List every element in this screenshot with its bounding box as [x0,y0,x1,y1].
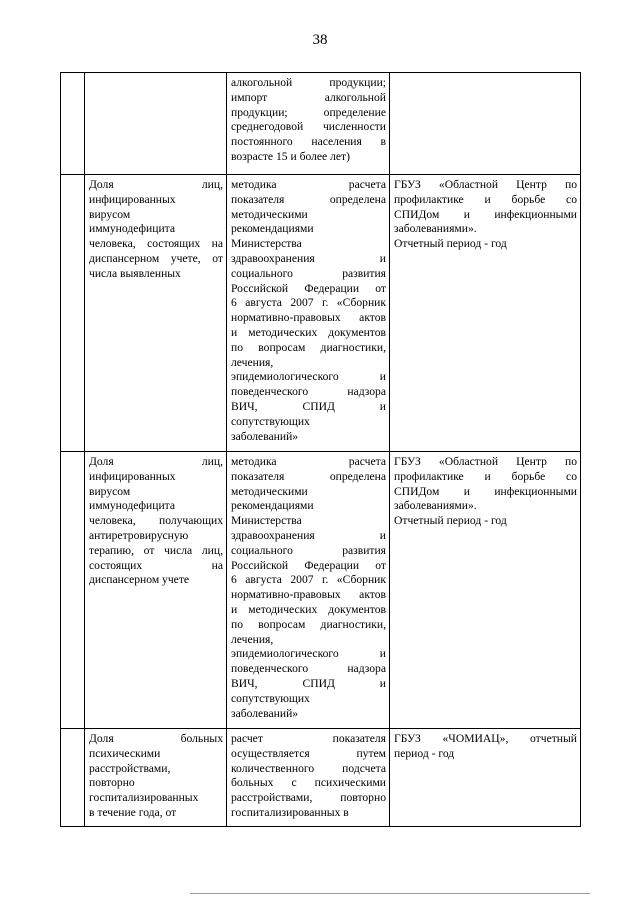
cell-text-line: расстройствами, повторно [231,791,386,805]
cell-text-line: ВИЧ, СПИД и [231,676,386,690]
cell-text-line: и методических документов [231,602,386,616]
data-source-cell [390,729,581,827]
cell-text-line: показателя определена [231,192,386,206]
indicator-name-cell [85,175,227,452]
cell-text-line: ГБУЗ «ЧОМИАЦ», отчетный [394,732,577,745]
cell-text-line: терапию, от числа лиц, [89,543,223,557]
data-source-cell [390,452,581,729]
table-row [61,452,581,729]
cell-text-line: Отчетный период - год [394,514,507,528]
cell-text-line: сопутствующих [231,414,310,428]
cell-text-line: Отчетный период - год [394,237,507,251]
cell-text-line: вирусом [89,207,131,221]
calculation-method-cell [227,73,390,175]
cell-text-line: количественного подсчета [231,761,386,775]
cell-text-line: по вопросам диагностики, [231,617,386,631]
cell-text-line: эпидемиологического и [231,370,386,384]
cell-text-line: СПИДом и инфекционными [394,207,577,221]
cell-text-line: нормативно-правовых актов [231,311,386,325]
indicator-name-cell [85,73,227,175]
table-row [61,73,581,175]
cell-text-line: методика расчета [231,178,386,191]
cell-text-line: продукции; определение [231,105,386,119]
cell-text-line: методическими [231,207,308,221]
cell-text-line: рекомендациями [231,222,314,236]
row-number-cell [61,175,85,452]
cell-text-line: здравоохранения и [231,251,386,265]
cell-text-line: человека, получающих [89,514,223,528]
cell-text-line: методика расчета [231,455,386,468]
cell-text-line: вирусом [89,484,131,498]
cell-text-line: Министерства [231,514,302,528]
cell-text-line: диспансерном учете [89,573,190,587]
cell-text-line: Доля лиц, [89,455,223,468]
row-number-cell [61,729,85,827]
cell-text-line: по вопросам диагностики, [231,340,386,354]
cell-text-line: Доля больных [89,732,223,745]
cell-text-line: антиретровирусную [89,528,189,542]
cell-text-line: расстройствами, [89,761,171,775]
cell-text-line: иммунодефицита [89,222,176,236]
cell-text-line: сопутствующих [231,691,310,705]
cell-text-line: лечения, [231,632,274,646]
indicator-name-cell [85,452,227,729]
cell-text-line: СПИДом и инфекционными [394,484,577,498]
cell-text-line: в течение года, от [89,805,177,819]
cell-text-line: эпидемиологического и [231,647,386,661]
cell-text-line: человека, состоящих на [89,237,223,251]
cell-text-line: 6 августа 2007 г. «Сборник [231,573,386,587]
cell-text-line: здравоохранения и [231,528,386,542]
cell-text-line: поведенческого надзора [231,662,386,676]
cell-text-line: и методических документов [231,325,386,339]
cell-text-line: инфицированных [89,469,176,483]
indicators-table [60,72,581,827]
cell-text-line: социального развития [231,266,386,280]
cell-text-line: диспансерном учете, от [89,251,223,265]
cell-text-line: показателя определена [231,469,386,483]
calculation-method-cell [227,175,390,452]
cell-text-line: рекомендациями [231,499,314,513]
row-number-cell [61,452,85,729]
cell-text-line: возрасте 15 и более лет) [231,149,350,163]
cell-text-line: заболеваний» [231,706,299,720]
cell-text-line: психическими [89,746,161,760]
cell-text-line: госпитализированных [89,791,199,805]
cell-text-line: профилактике и борьбе со [394,469,577,483]
cell-text-line: лечения, [231,355,274,369]
cell-text-line: заболеваний» [231,429,299,443]
table-row [61,729,581,827]
cell-text-line: Доля лиц, [89,178,223,191]
cell-text-line: постоянного населения в [231,135,386,149]
cell-text-line: социального развития [231,543,386,557]
data-source-cell [390,175,581,452]
cell-text-line: Российской Федерации от [231,558,386,572]
cell-text-line: иммунодефицита [89,499,176,513]
cell-text-line: профилактике и борьбе со [394,192,577,206]
cell-text-line: инфицированных [89,192,176,206]
cell-text-line: Российской Федерации от [231,281,386,295]
cell-text-line: заболеваниями». [394,222,477,236]
cell-text-line: 6 августа 2007 г. «Сборник [231,296,386,310]
indicator-name-cell [85,729,227,827]
cell-text-line: повторно [89,776,135,790]
cell-text-line: расчет показателя [231,732,386,745]
cell-text-line: Министерства [231,237,302,251]
cell-text-line: состоящих на [89,558,223,572]
cell-text-line: импорт алкогольной [231,90,386,104]
cell-text-line: методическими [231,484,308,498]
calculation-method-cell [227,452,390,729]
cell-text-line: ГБУЗ «Областной Центр по [394,455,577,468]
table-row [61,175,581,452]
cell-text-line: осуществляется путем [231,746,386,760]
cell-text-line: алкогольной продукции; [231,76,386,89]
page-number: 38 [312,32,328,48]
footer-divider [190,893,590,894]
row-number-cell [61,73,85,175]
cell-text-line: среднегодовой численности [231,120,386,134]
cell-text-line: ВИЧ, СПИД и [231,399,386,413]
cell-text-line: больных с психическими [231,776,386,790]
cell-text-line: числа выявленных [89,266,181,280]
cell-text-line: нормативно-правовых актов [231,588,386,602]
calculation-method-cell [227,729,390,827]
data-source-cell [390,73,581,175]
cell-text-line: госпитализированных в [231,805,349,819]
cell-text-line: ГБУЗ «Областной Центр по [394,178,577,191]
cell-text-line: период - год [394,746,455,760]
cell-text-line: заболеваниями». [394,499,477,513]
cell-text-line: поведенческого надзора [231,385,386,399]
